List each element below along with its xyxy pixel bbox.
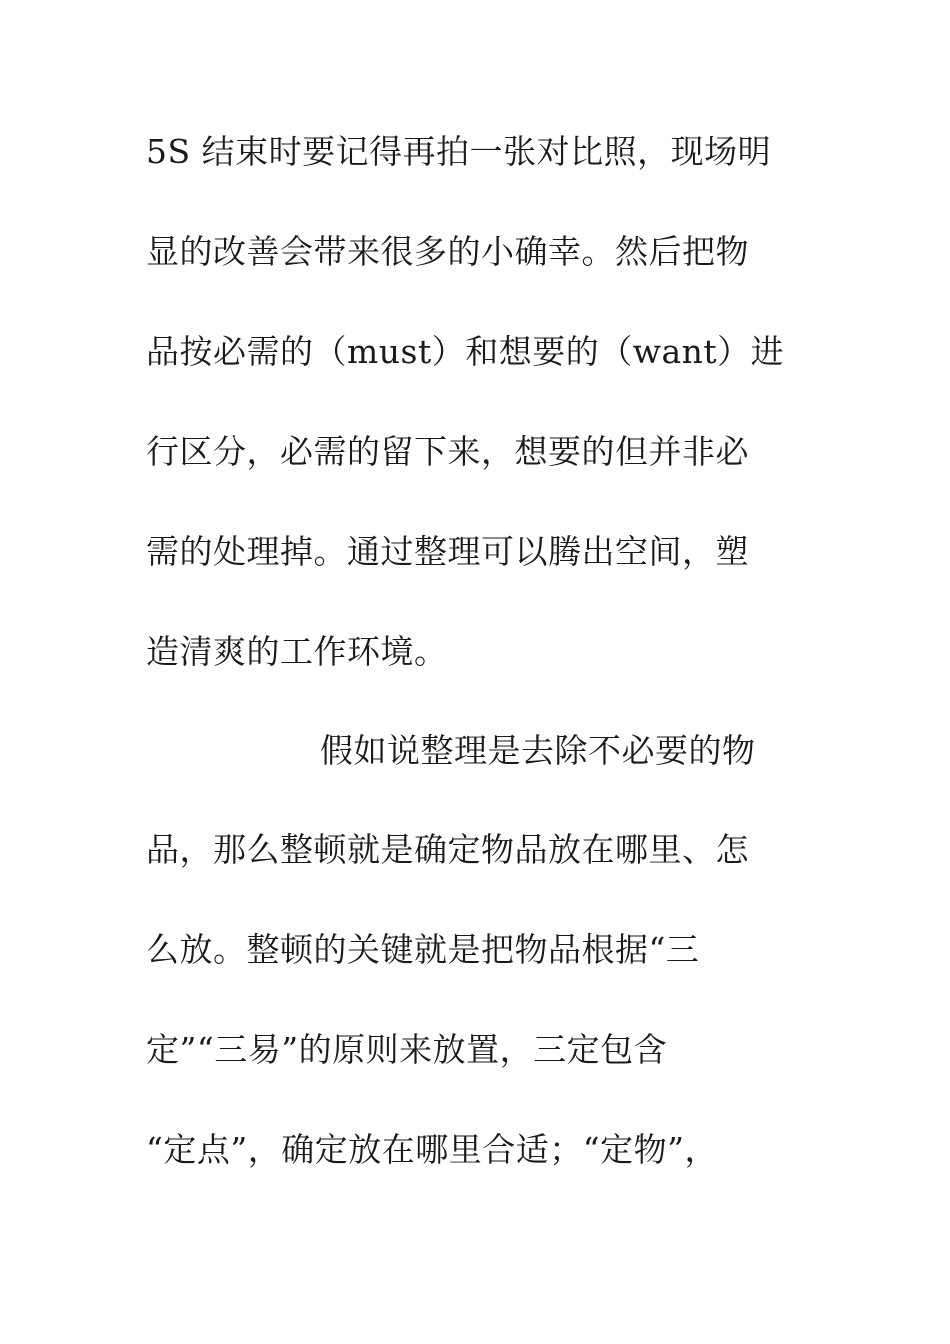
text-line: 假如说整理是去除不必要的物 (320, 731, 756, 770)
text-line: 么放。整顿的关键就是把物品根据“三 (146, 930, 700, 969)
text-line: 显的改善会带来很多的小确幸。然后把物 (146, 232, 749, 271)
text-line: “定点”，确定放在哪里合适；“定物”， (146, 1130, 718, 1169)
text-line: 需的处理掉。通过整理可以腾出空间，塑 (146, 532, 749, 571)
text-line: 品按必需的（must）和想要的（want）进 (146, 332, 785, 371)
text-line: 行区分，必需的留下来，想要的但并非必 (146, 432, 749, 471)
text-line: 品，那么整顿就是确定物品放在哪里、怎 (146, 830, 749, 869)
text-line: 定”“三易”的原则来放置，三定包含 (146, 1030, 668, 1069)
text-line: 造清爽的工作环境。 (146, 632, 448, 671)
text-line: 5S 结束时要记得再拍一张对比照，现场明 (146, 132, 772, 171)
